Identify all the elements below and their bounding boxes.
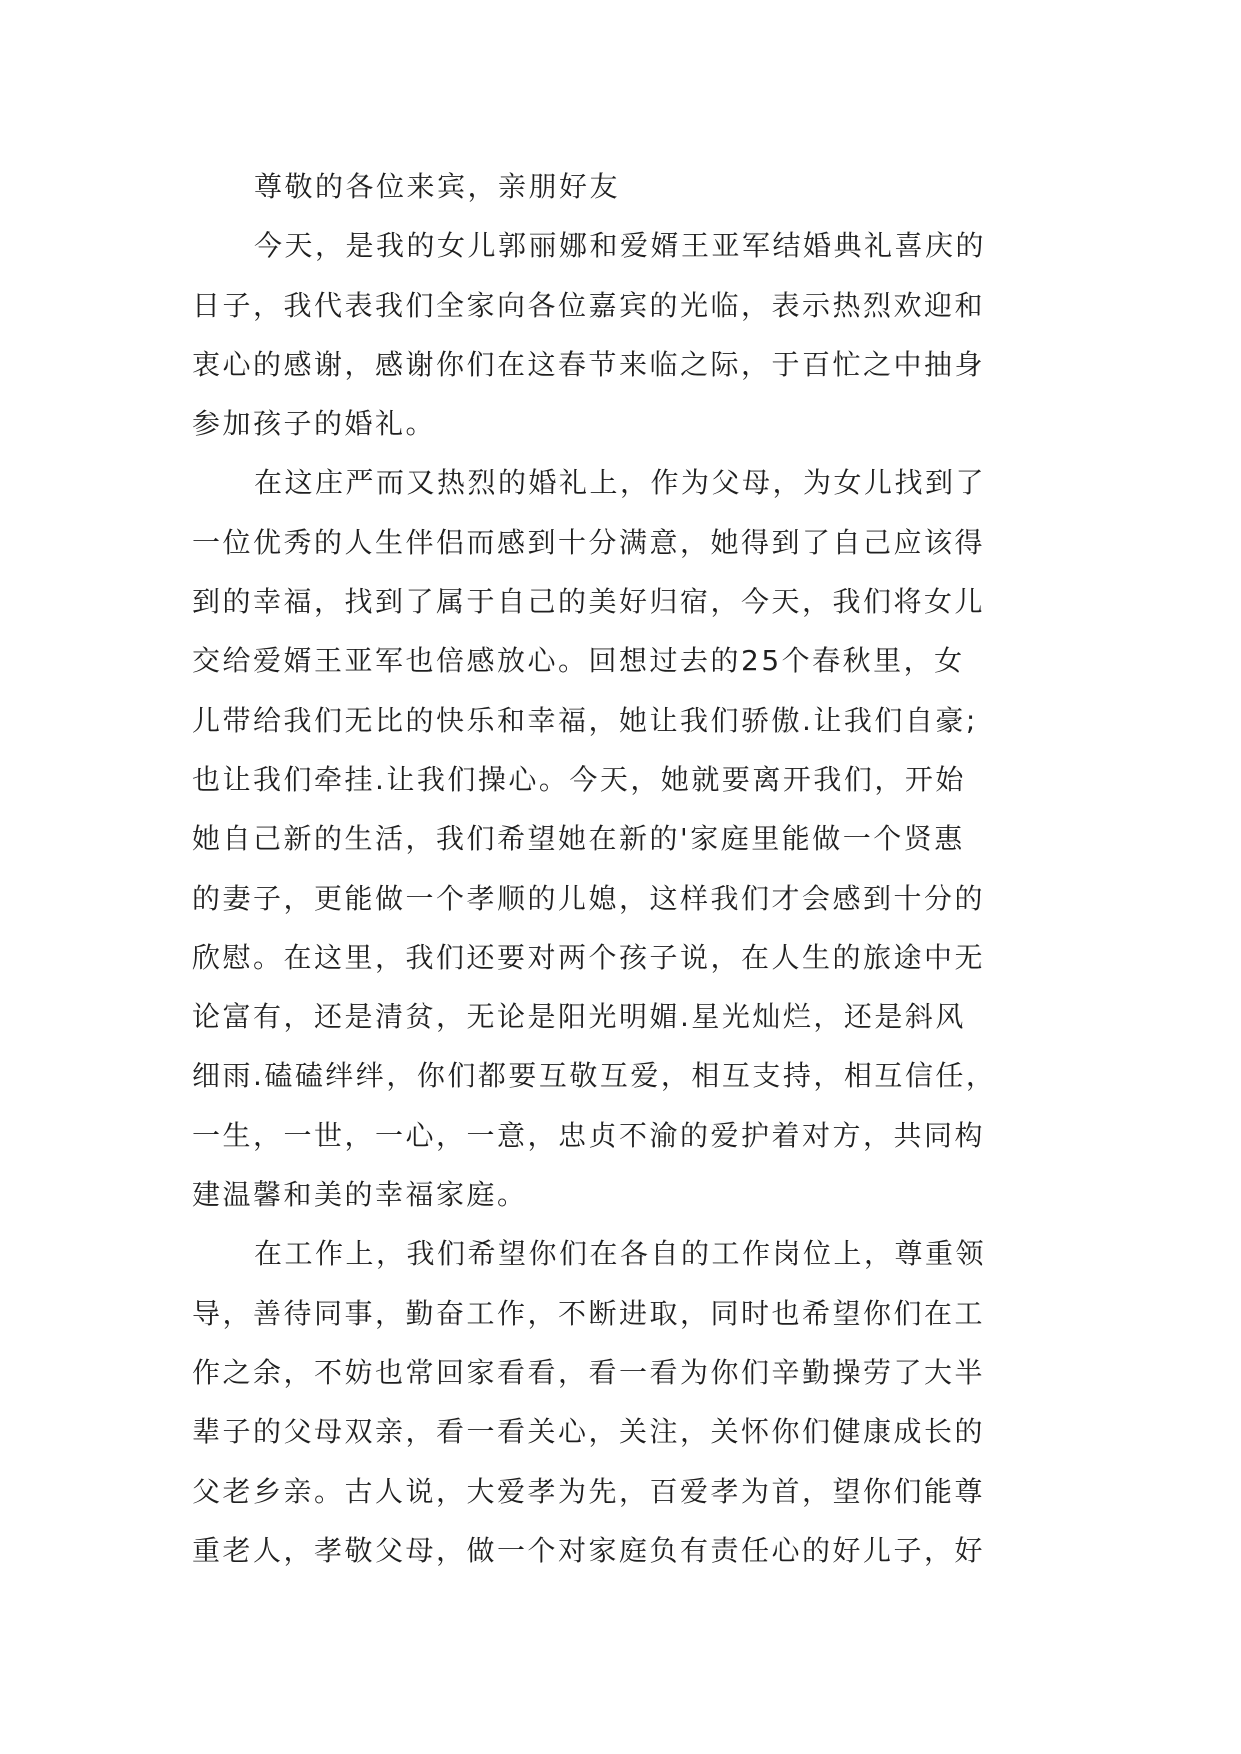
text-line: 细雨.磕磕绊绊，你们都要互敬互爱，相互支持，相互信任， (192, 1059, 997, 1093)
text-line: 尊敬的各位来宾，亲朋好友 (254, 170, 621, 203)
text-line: 交给爱婿王亚军也倍感放心。回想过去的25个春秋里，女 (192, 644, 965, 678)
speech-text (192, 157, 1052, 1580)
text-line: 父老乡亲。古人说，大爱孝为先，百爱孝为首，望你们能尊 (192, 1474, 986, 1508)
text-line: 参加孩子的婚礼。 (192, 407, 437, 441)
text-line: 在工作上，我们希望你们在各自的工作岗位上，尊重领 (254, 1237, 987, 1271)
text-line: 的妻子，更能做一个孝顺的儿媳，这样我们才会感到十分的 (192, 881, 986, 915)
text-line: 一位优秀的人生伴侣而感到十分满意，她得到了自己应该得 (192, 525, 986, 559)
text-line: 儿带给我们无比的快乐和幸福，她让我们骄傲.让我们自豪; (192, 703, 978, 737)
text-line: 也让我们牵挂.让我们操心。今天，她就要离开我们，开始 (192, 762, 966, 796)
text-line: 到的幸福，找到了属于自己的美好归宿，今天，我们将女儿 (192, 585, 986, 619)
text-line: 论富有，还是清贫，无论是阳光明媚.星光灿烂，还是斜风 (192, 1000, 966, 1034)
text-line: 日子，我代表我们全家向各位嘉宾的光临，表示热烈欢迎和 (192, 288, 986, 322)
text-line: 欣慰。在这里，我们还要对两个孩子说，在人生的旅途中无 (192, 940, 986, 974)
text-line: 导，善待同事，勤奋工作，不断进取，同时也希望你们在工 (192, 1296, 986, 1330)
text-line: 辈子的父母双亲，看一看关心，关注，关怀你们健康成长的 (192, 1415, 986, 1449)
text-line: 建温馨和美的幸福家庭。 (192, 1178, 528, 1212)
text-line: 今天，是我的女儿郭丽娜和爱婿王亚军结婚典礼喜庆的 (254, 229, 987, 263)
text-line: 衷心的感谢，感谢你们在这春节来临之际，于百忙之中抽身 (192, 347, 986, 381)
text-line: 她自己新的生活，我们希望她在新的'家庭里能做一个贤惠 (192, 822, 965, 856)
text-line: 作之余，不妨也常回家看看，看一看为你们辛勤操劳了大半 (192, 1355, 986, 1389)
text-line: 在这庄严而又热烈的婚礼上，作为父母，为女儿找到了 (254, 466, 987, 500)
text-line: 重老人，孝敬父母，做一个对家庭负有责任心的好儿子，好 (192, 1533, 986, 1567)
text-line: 一生，一世，一心，一意，忠贞不渝的爱护着对方，共同构 (192, 1118, 986, 1152)
